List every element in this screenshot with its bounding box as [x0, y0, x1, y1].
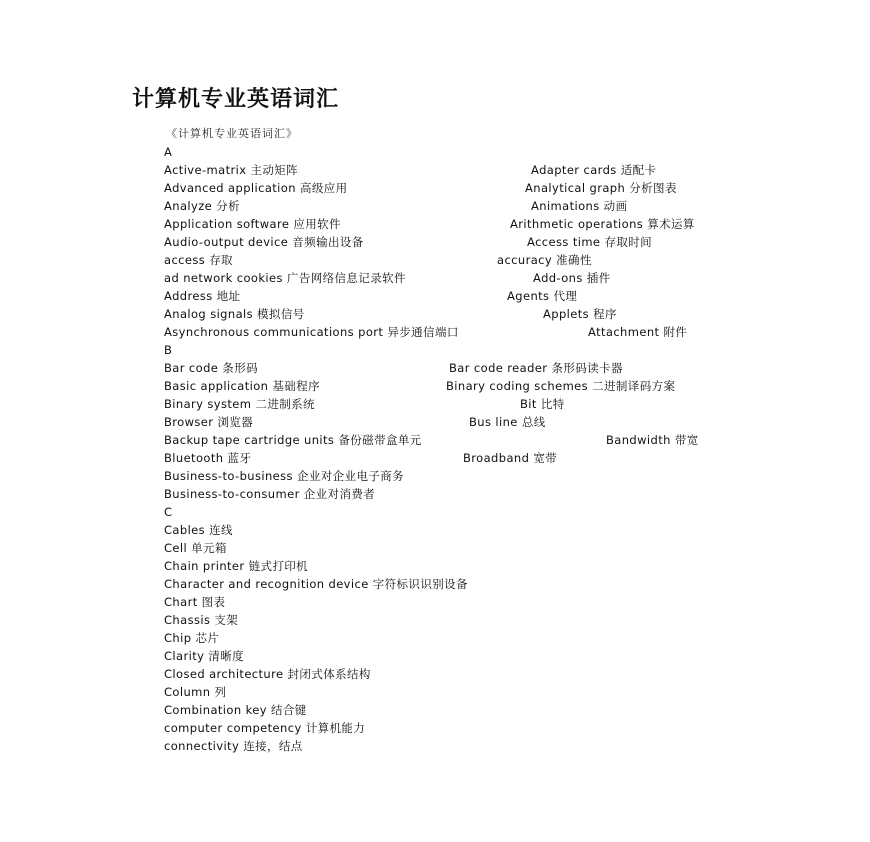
- glossary-row: [164, 449, 558, 467]
- term-left: Clarity 清晰度: [164, 649, 245, 663]
- term-right: Applets 程序: [543, 307, 617, 321]
- glossary-row: [164, 593, 225, 611]
- glossary-row: [164, 251, 592, 269]
- term-left: Asynchronous communications port 异步通信端口: [164, 325, 459, 339]
- term-right: Broadband 宽带: [463, 451, 558, 465]
- glossary-row: [164, 161, 657, 179]
- glossary-row: [164, 647, 244, 665]
- glossary-row: [164, 431, 699, 449]
- term-right: Add-ons 插件: [533, 271, 611, 285]
- glossary-row: [164, 359, 623, 377]
- glossary-row: [164, 485, 375, 503]
- term-left: Chip 芯片: [164, 631, 220, 645]
- term-right: Access time 存取时间: [527, 235, 653, 249]
- term-right: Bit 比特: [520, 397, 565, 411]
- term-left: Bar code 条形码: [164, 361, 259, 375]
- term-right: Arithmetic operations 算术运算: [510, 217, 695, 231]
- glossary-row: [164, 269, 611, 287]
- glossary-row: [164, 575, 468, 593]
- glossary-row: [164, 179, 677, 197]
- section-letter: B: [164, 343, 173, 357]
- glossary-row: [164, 305, 617, 323]
- glossary-row: [164, 521, 233, 539]
- term-left: Closed architecture 封闭式体系结构: [164, 667, 371, 681]
- glossary-row: [164, 665, 371, 683]
- glossary-row: [164, 377, 676, 395]
- term-right: accuracy 准确性: [497, 253, 592, 267]
- term-left: Chassis 支架: [164, 613, 239, 627]
- term-left: computer competency 计算机能力: [164, 721, 366, 735]
- term-right: Bandwidth 带宽: [606, 433, 699, 447]
- document-subtitle: 《计算机专业英语词汇》: [166, 127, 298, 140]
- term-left: Combination key 结合键: [164, 703, 307, 717]
- term-left: Cables 连线: [164, 523, 233, 537]
- glossary-row: [164, 215, 695, 233]
- term-left: Advanced application 高级应用: [164, 181, 348, 195]
- term-left: Browser 浏览器: [164, 415, 254, 429]
- term-right: Agents 代理: [507, 289, 578, 303]
- term-left: Business-to-consumer 企业对消费者: [164, 487, 376, 501]
- glossary-row: [164, 539, 227, 557]
- term-left: Basic application 基础程序: [164, 379, 320, 393]
- term-right: Attachment 附件: [588, 325, 688, 339]
- glossary-row: [164, 557, 308, 575]
- section-letter: A: [164, 145, 173, 159]
- term-right: Analytical graph 分析图表: [525, 181, 677, 195]
- glossary-row: [164, 683, 226, 701]
- glossary-row: [164, 323, 688, 341]
- term-left: Backup tape cartridge units 备份磁带盒单元: [164, 433, 422, 447]
- term-left: Cell 单元箱: [164, 541, 227, 555]
- term-right: Bar code reader 条形码读卡器: [449, 361, 623, 375]
- term-left: Active-matrix 主动矩阵: [164, 163, 299, 177]
- glossary-row: [164, 737, 303, 755]
- term-left: Chart 图表: [164, 595, 226, 609]
- glossary-row: [164, 197, 628, 215]
- glossary-row: [164, 629, 219, 647]
- glossary-row: [164, 413, 546, 431]
- glossary-row: [164, 233, 653, 251]
- term-left: Character and recognition device 字符标识识别设备: [164, 577, 468, 591]
- term-left: Business-to-business 企业对企业电子商务: [164, 469, 405, 483]
- term-left: Bluetooth 蓝牙: [164, 451, 252, 465]
- glossary-row: [164, 395, 565, 413]
- term-left: connectivity 连接，结点: [164, 739, 303, 753]
- glossary-row: [164, 467, 404, 485]
- term-right: Bus line 总线: [469, 415, 546, 429]
- term-left: Binary system 二进制系统: [164, 397, 315, 411]
- term-right: Animations 动画: [531, 199, 628, 213]
- term-left: Audio-output device 音频输出设备: [164, 235, 364, 249]
- term-left: Application software 应用软件: [164, 217, 341, 231]
- section-letter: C: [164, 505, 173, 519]
- term-right: Binary coding schemes 二进制译码方案: [446, 379, 676, 393]
- term-left: Address 地址: [164, 289, 241, 303]
- term-left: ad network cookies 广告网络信息记录软件: [164, 271, 406, 285]
- glossary-row: [164, 719, 365, 737]
- term-left: Column 列: [164, 685, 227, 699]
- term-left: access 存取: [164, 253, 234, 267]
- term-left: Analog signals 模拟信号: [164, 307, 305, 321]
- term-right: Adapter cards 适配卡: [531, 163, 657, 177]
- glossary-row: [164, 701, 307, 719]
- term-left: Chain printer 链式打印机: [164, 559, 309, 573]
- page-title: 计算机专业英语词汇: [132, 87, 340, 112]
- term-left: Analyze 分析: [164, 199, 240, 213]
- glossary-row: [164, 611, 238, 629]
- glossary-row: [164, 287, 578, 305]
